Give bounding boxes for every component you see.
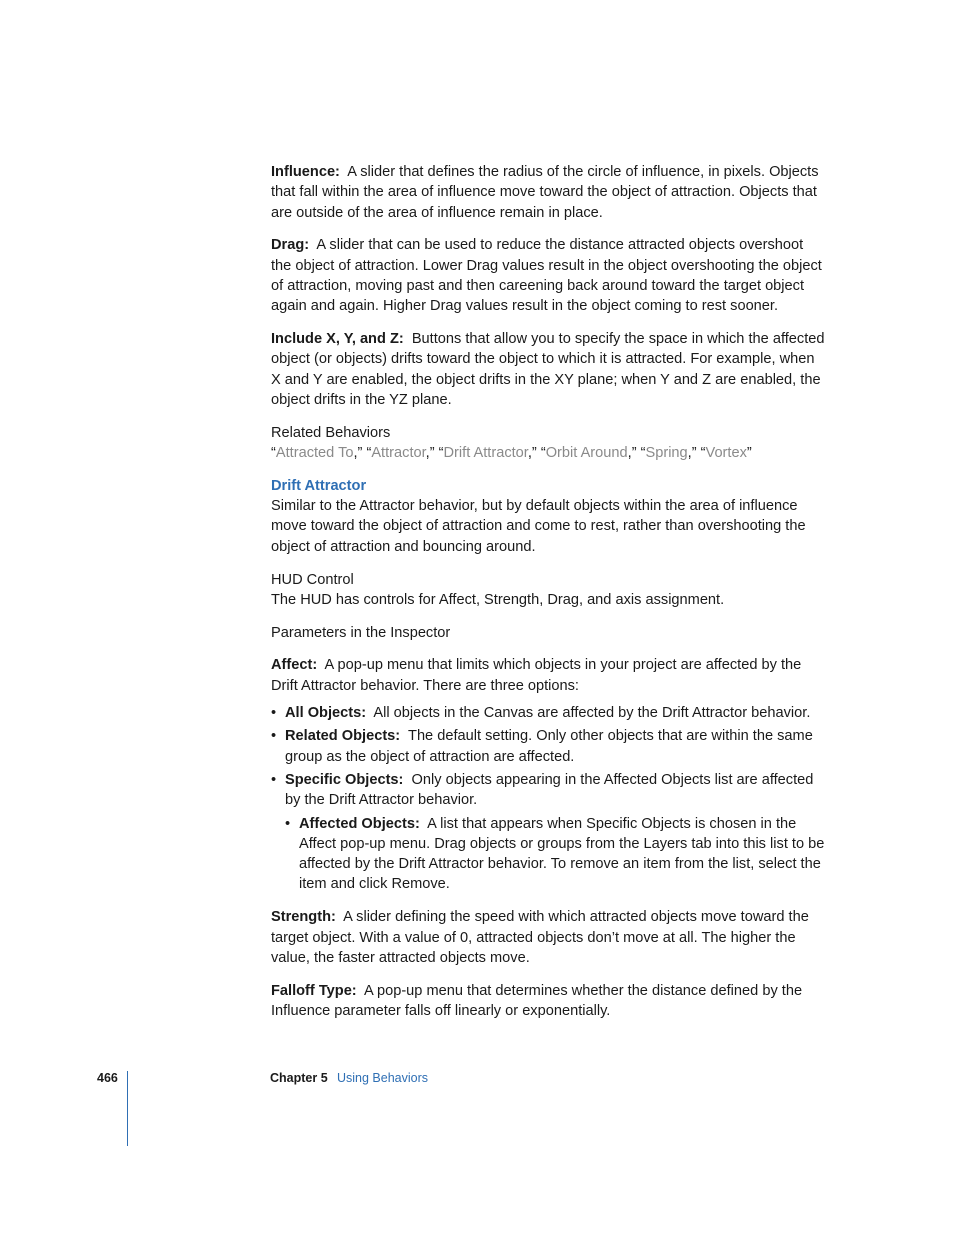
strength-paragraph <box>271 907 827 968</box>
affect-term: Affect: <box>271 657 318 674</box>
influence-paragraph <box>271 162 827 223</box>
falloff-text: A pop-up menu that determines whether the distance defined by the Influence parameter falls off linearly or exponentially. <box>271 982 803 1019</box>
drift-attractor-section <box>271 476 827 557</box>
link-attracted-to[interactable]: Attracted To <box>275 445 354 462</box>
footer-divider <box>127 1071 128 1146</box>
drag-text: A slider that can be used to reduce the distance attracted objects overshoot the object of attraction. Lower Drag values result in the object overshooting the object of attraction, moving past and then careening back around toward the target object again and again. Higher Drag values result in the object coming to rest sooner. <box>271 237 822 315</box>
list-item <box>271 726 827 767</box>
option-term: Affected Objects: <box>299 815 420 832</box>
option-text: All objects in the Canvas are affected by the Drift Attractor behavior. <box>373 705 811 722</box>
params-heading: Parameters in the Inspector <box>271 624 451 641</box>
list-item <box>271 770 827 811</box>
drag-paragraph <box>271 235 827 316</box>
option-text: A list that appears when Specific Objects is chosen in the Affect pop-up menu. Drag objects or groups from the Layers tab into this list to be affected by the Drift Attractor behavior. To remove an item from the list, select the item and click Remove. <box>299 815 825 893</box>
related-behaviors-heading: Related Behaviors <box>271 424 391 441</box>
footer-chapter-title[interactable]: Using Behaviors <box>337 1071 429 1085</box>
include-xyz-term: Include X, Y, and Z: <box>271 331 404 348</box>
option-text: Only objects appearing in the Affected Objects list are affected by the Drift Attractor behavior. <box>285 771 814 809</box>
include-xyz-text: Buttons that allow you to specify the space in which the affected object (or objects) drifts toward the object to which it is attracted. For example, when X and Y are enabled, the object drifts in the XY plane; when Y and Z are enabled, the object drifts in the YZ plane. <box>271 331 825 408</box>
footer-chapter: Chapter 5 <box>270 1071 328 1085</box>
hud-section <box>271 570 827 611</box>
influence-term: Influence: <box>271 164 340 180</box>
strength-term: Strength: <box>271 909 336 926</box>
option-term: Related Objects: <box>285 728 401 745</box>
page-content <box>271 162 827 1034</box>
include-xyz-paragraph <box>271 329 827 410</box>
section-title: Drift Attractor <box>271 477 367 494</box>
hud-text: The HUD has controls for Affect, Strength, Drag, and axis assignment. <box>271 591 725 608</box>
link-attractor[interactable]: Attractor <box>371 445 426 462</box>
list-item <box>271 703 827 723</box>
falloff-paragraph <box>271 981 827 1022</box>
drag-term: Drag: <box>271 237 310 254</box>
link-drift-attractor[interactable]: Drift Attractor <box>443 445 528 462</box>
hud-heading: HUD Control <box>271 571 354 588</box>
drift-attractor-description: Similar to the Attractor behavior, but by default objects within the area of influence move toward the object of attraction and come to rest, rather than overshooting the object of attraction and bouncing around. <box>271 498 806 555</box>
option-term: Specific Objects: <box>285 771 404 788</box>
link-spring[interactable]: Spring <box>645 445 688 462</box>
list-item <box>285 814 827 895</box>
option-term: All Objects: <box>285 705 367 722</box>
affect-paragraph <box>271 655 827 696</box>
affect-text: A pop-up menu that limits which objects in your project are affected by the Drift Attractor behavior. There are three options: <box>271 657 802 694</box>
affect-options-list <box>271 703 827 895</box>
strength-text: A slider defining the speed with which attracted objects move toward the target object. With a value of 0, attracted objects don’t move at all. The higher the value, the faster attracted objects move. <box>271 909 809 966</box>
falloff-term: Falloff Type: <box>271 982 357 999</box>
link-orbit-around[interactable]: Orbit Around <box>545 445 628 462</box>
related-behaviors-links: “Attracted To,” “Attractor,” “Drift Attractor,” “Orbit Around,” “Spring,” “Vortex” <box>271 445 752 462</box>
related-behaviors <box>271 423 827 464</box>
option-text: The default setting. Only other objects that are within the same group as the object of attraction are affected. <box>285 728 813 765</box>
influence-text: A slider that defines the radius of the circle of influence, in pixels. Objects that fall within the area of influence move toward the object of attraction. Objects that are outside of the area of influence remain in place. <box>271 164 819 221</box>
link-vortex[interactable]: Vortex <box>705 445 747 462</box>
page-number: 466 <box>97 1071 118 1085</box>
